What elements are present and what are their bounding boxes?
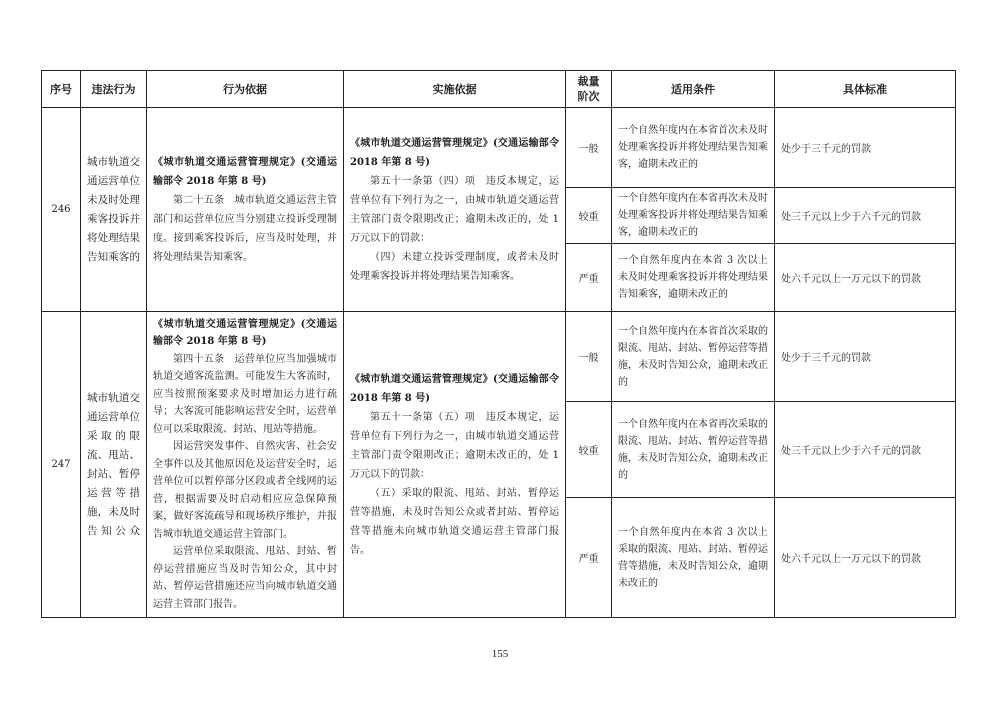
tier-cond: 一个自然年度内在本省首次采取的限流、甩站、封站、暂停运营等措施，未及时告知公众，逾期未改正的 — [612, 312, 775, 402]
header-level: 裁量阶次 — [566, 71, 612, 108]
header-row — [42, 71, 956, 108]
tier-level: 一般 — [566, 108, 612, 188]
tier-level: 严重 — [566, 244, 612, 312]
impl-title: 《城市轨道交通运营管理规定》(交通运输部令 2018 年第 8 号) — [350, 373, 559, 404]
row-seq: 246 — [42, 108, 81, 312]
penalty-table — [41, 70, 956, 618]
impl-para: 第五十一条第（五）项 违反本规定，运营单位有下列行为之一，由城市轨道交通运营主管部门责令限期改正；逾期未改正的，处 1 万元以下的罚款： — [350, 411, 559, 480]
impl-title: 《城市轨道交通运营管理规定》(交通运输部令 2018 年第 8 号) — [350, 137, 559, 168]
tier-std: 处六千元以上一万元以下的罚款 — [775, 498, 956, 618]
row-act: 城市轨道交通运营单位未及时处理乘客投诉并将处理结果告知乘客的 — [81, 108, 147, 312]
row-act: 城市轨道交通运营单位采取的限流、甩站、封站、暂停运营等措施，未及时告知公众 — [81, 312, 147, 618]
row-seq: 247 — [42, 312, 81, 618]
impl-para: （五）采取的限流、甩站、封站、暂停运营等措施，未及时告知公众或者封站、暂停运营等措施未向城市轨道交通运营主管部门报告。 — [350, 487, 559, 556]
tier-std: 处少于三千元的罚款 — [775, 108, 956, 188]
basis-para: 第二十五条 城市轨道交通运营主管部门和运营单位应当分别建立投诉受理制度。接到乘客投诉后，应当及时处理，并将处理结果告知乘客。 — [153, 194, 337, 263]
impl-para: 第五十一条第（四）项 违反本规定，运营单位有下列行为之一，由城市轨道交通运营主管部门责令限期改正；逾期未改正的，处 1 万元以下的罚款： — [350, 175, 559, 244]
row-impl — [344, 108, 566, 312]
tier-cond: 一个自然年度内在本省 3 次以上采取的限流、甩站、封站、暂停运营等措施，未及时告知公众，逾期未改正的 — [612, 498, 775, 618]
tier-cond: 一个自然年度内在本省再次未及时处理乘客投诉并将处理结果告知乘客，逾期未改正的 — [612, 188, 775, 244]
tier-level: 较重 — [566, 402, 612, 498]
tier-std: 处三千元以上少于六千元的罚款 — [775, 188, 956, 244]
impl-para: （四）未建立投诉受理制度，或者未及时处理乘客投诉并将处理结果告知乘客。 — [350, 251, 559, 282]
basis-para: 因运营突发事件、自然灾害、社会安全事件以及其他原因危及运营安全时，运营单位可以暂停部分区段或者全线网的运营，根据需要及时启动相应应急保障预案，做好客流疏导和现场秩序维护，并报告城市轨道交通运营主管部门。 — [153, 441, 337, 540]
header-impl: 实施依据 — [344, 71, 566, 108]
row-basis — [147, 312, 344, 618]
row-impl — [344, 312, 566, 618]
header-basis: 行为依据 — [147, 71, 344, 108]
basis-title: 《城市轨道交通运营管理规定》(交通运输部令 2018 年第 8 号) — [153, 156, 337, 187]
tier-cond: 一个自然年度内在本省再次采取的限流、甩站、封站、暂停运营等措施，未及时告知公众，逾期未改正的 — [612, 402, 775, 498]
basis-para: 运营单位采取限流、甩站、封站、暂停运营措施应当及时告知公众，其中封站、暂停运营措施还应当向城市轨道交通运营主管部门报告。 — [153, 546, 337, 610]
tier-cond: 一个自然年度内在本省 3 次以上未及时处理乘客投诉并将处理结果告知乘客，逾期未改正的 — [612, 244, 775, 312]
tier-cond: 一个自然年度内在本省首次未及时处理乘客投诉并将处理结果告知乘客，逾期未改正的 — [612, 108, 775, 188]
tier-level: 一般 — [566, 312, 612, 402]
tier-std: 处三千元以上少于六千元的罚款 — [775, 402, 956, 498]
tier-std: 处六千元以上一万元以下的罚款 — [775, 244, 956, 312]
tier-level: 严重 — [566, 498, 612, 618]
header-seq: 序号 — [42, 71, 81, 108]
tier-level: 较重 — [566, 188, 612, 244]
header-cond: 适用条件 — [612, 71, 775, 108]
header-std: 具体标准 — [775, 71, 956, 108]
basis-para: 第四十五条 运营单位应当加强城市轨道交通客流监测。可能发生大客流时，应当按照预案要求及时增加运力进行疏导；大客流可能影响运营安全时，运营单位可以采取限流、封站、甩站等措施。 — [153, 353, 337, 435]
header-act: 违法行为 — [81, 71, 147, 108]
table-row — [42, 312, 956, 402]
basis-title: 《城市轨道交通运营管理规定》(交通运输部令 2018 年第 8 号) — [153, 318, 337, 348]
page-number: 155 — [491, 648, 509, 660]
table-row — [42, 108, 956, 188]
row-basis — [147, 108, 344, 312]
tier-std: 处少于三千元的罚款 — [775, 312, 956, 402]
